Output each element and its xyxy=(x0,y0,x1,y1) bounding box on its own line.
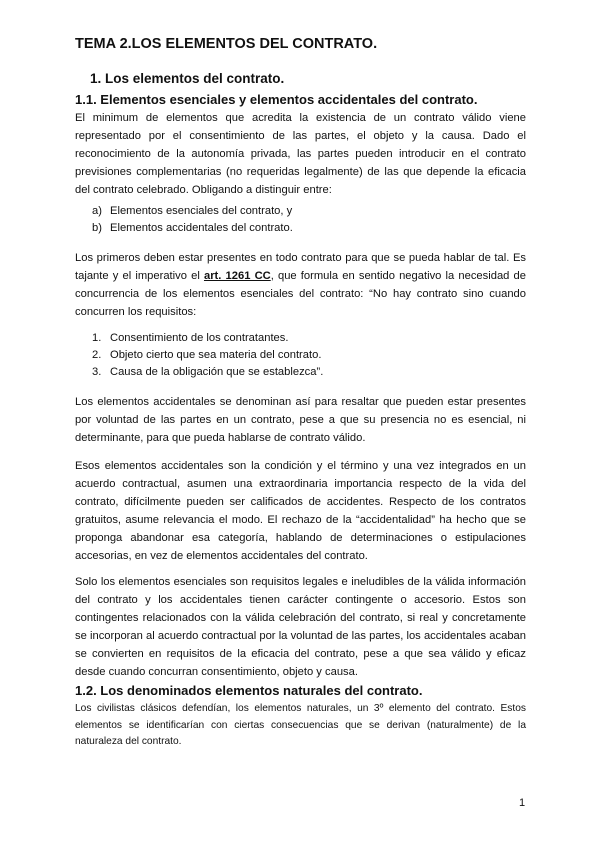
document-title: TEMA 2.LOS ELEMENTOS DEL CONTRATO. xyxy=(75,36,378,52)
list-marker: 1. xyxy=(92,332,102,344)
list-item xyxy=(92,347,323,364)
paragraph-6: Los civilistas clásicos defendían, los elementos naturales, un 3º elemento del contrato. Estos elementos se identificarían con ciertas consecuencias que se derivan (naturalmente) de la naturaleza del contrato. xyxy=(75,703,526,747)
list-item xyxy=(92,330,323,347)
subsection-heading-1-2: 1.2. Los denominados elementos naturales del contrato. xyxy=(75,683,423,698)
paragraph-4: Esos elementos accidentales son la condición y el término y una vez integrados en un acuerdo contractual, asumen una extraordinaria importancia respecto de la vida del contrato, difícilmente pueden ser calificados de accidentes. Respecto de los contratos gratuitos, asume relevancia el modo. El rechazo de la “accidentalidad” ha hecho que se proponga abandonar esa categoría, hablando de determinaciones o estipulaciones accesorias, en vez de elementos accidentales del contrato. xyxy=(75,460,526,562)
list-requisitos xyxy=(92,330,323,381)
list-text: Elementos esenciales del contrato, y xyxy=(110,205,293,217)
list-text: Objeto cierto que sea materia del contrato. xyxy=(110,349,322,361)
section-heading: 1. Los elementos del contrato. xyxy=(90,71,285,86)
subsection-heading-1-1: 1.1. Elementos esenciales y elementos accidentales del contrato. xyxy=(75,92,478,107)
list-marker: b) xyxy=(92,222,102,234)
paragraph-1: El minimum de elementos que acredita la existencia de un contrato válido viene representado por el consentimiento de las partes, el objeto y la causa. Dado el reconocimiento de la autonomía privada, las partes pueden introducir en el contrato previsiones complementarias (no requeridas legalmente) de las que depende la eficacia del contrato celebrado. Obligando a distinguir entre: xyxy=(75,112,526,196)
paragraph-2-end: , que formula en sentido negativo la necesidad de concurrencia de los elementos esenciales del contrato: “No hay contrato sino cuando concurren los requisitos: xyxy=(75,270,526,318)
list-text: Elementos accidentales del contrato. xyxy=(110,222,293,234)
list-text: Causa de la obligación que se establezca”. xyxy=(110,366,324,378)
list-marker: 3. xyxy=(92,366,102,378)
paragraph-2 xyxy=(75,249,526,321)
list-text: Consentimiento de los contratantes. xyxy=(110,332,289,344)
law-reference-link[interactable]: art. 1261 CC xyxy=(203,270,271,282)
paragraph-5: Solo los elementos esenciales son requisitos legales e ineludibles de la válida información del contrato y los accidentales tienen carácter contingente o accesorio. Estos son contingentes relacionados con la válida celebración del contrato, si real y concretamente se incorporan al acuerdo contractual por la voluntad de las partes, los accidentales acaban se convierten en requisitos de la eficacia del contrato, pese a que sea válido y eficaz desde cuando concurran consentimiento, objeto y causa. xyxy=(75,576,526,678)
list-item xyxy=(92,364,323,381)
page-number: 1 xyxy=(519,797,526,809)
paragraph-3: Los elementos accidentales se denominan así para resaltar que pueden estar presentes por voluntad de las partes en un contrato, pese a que su presencia no es esencial, ni determinante, para que pueda hablarse de contrato válido. xyxy=(75,396,526,444)
paragraph-2-start: Los primeros deben estar presentes en todo contrato para que se pueda hablar de tal. Es tajante y el imperativo el xyxy=(75,252,526,282)
list-item xyxy=(92,220,293,237)
list-item xyxy=(92,203,293,220)
list-ab xyxy=(92,203,293,237)
list-marker: a) xyxy=(92,205,102,217)
list-marker: 2. xyxy=(92,349,102,361)
